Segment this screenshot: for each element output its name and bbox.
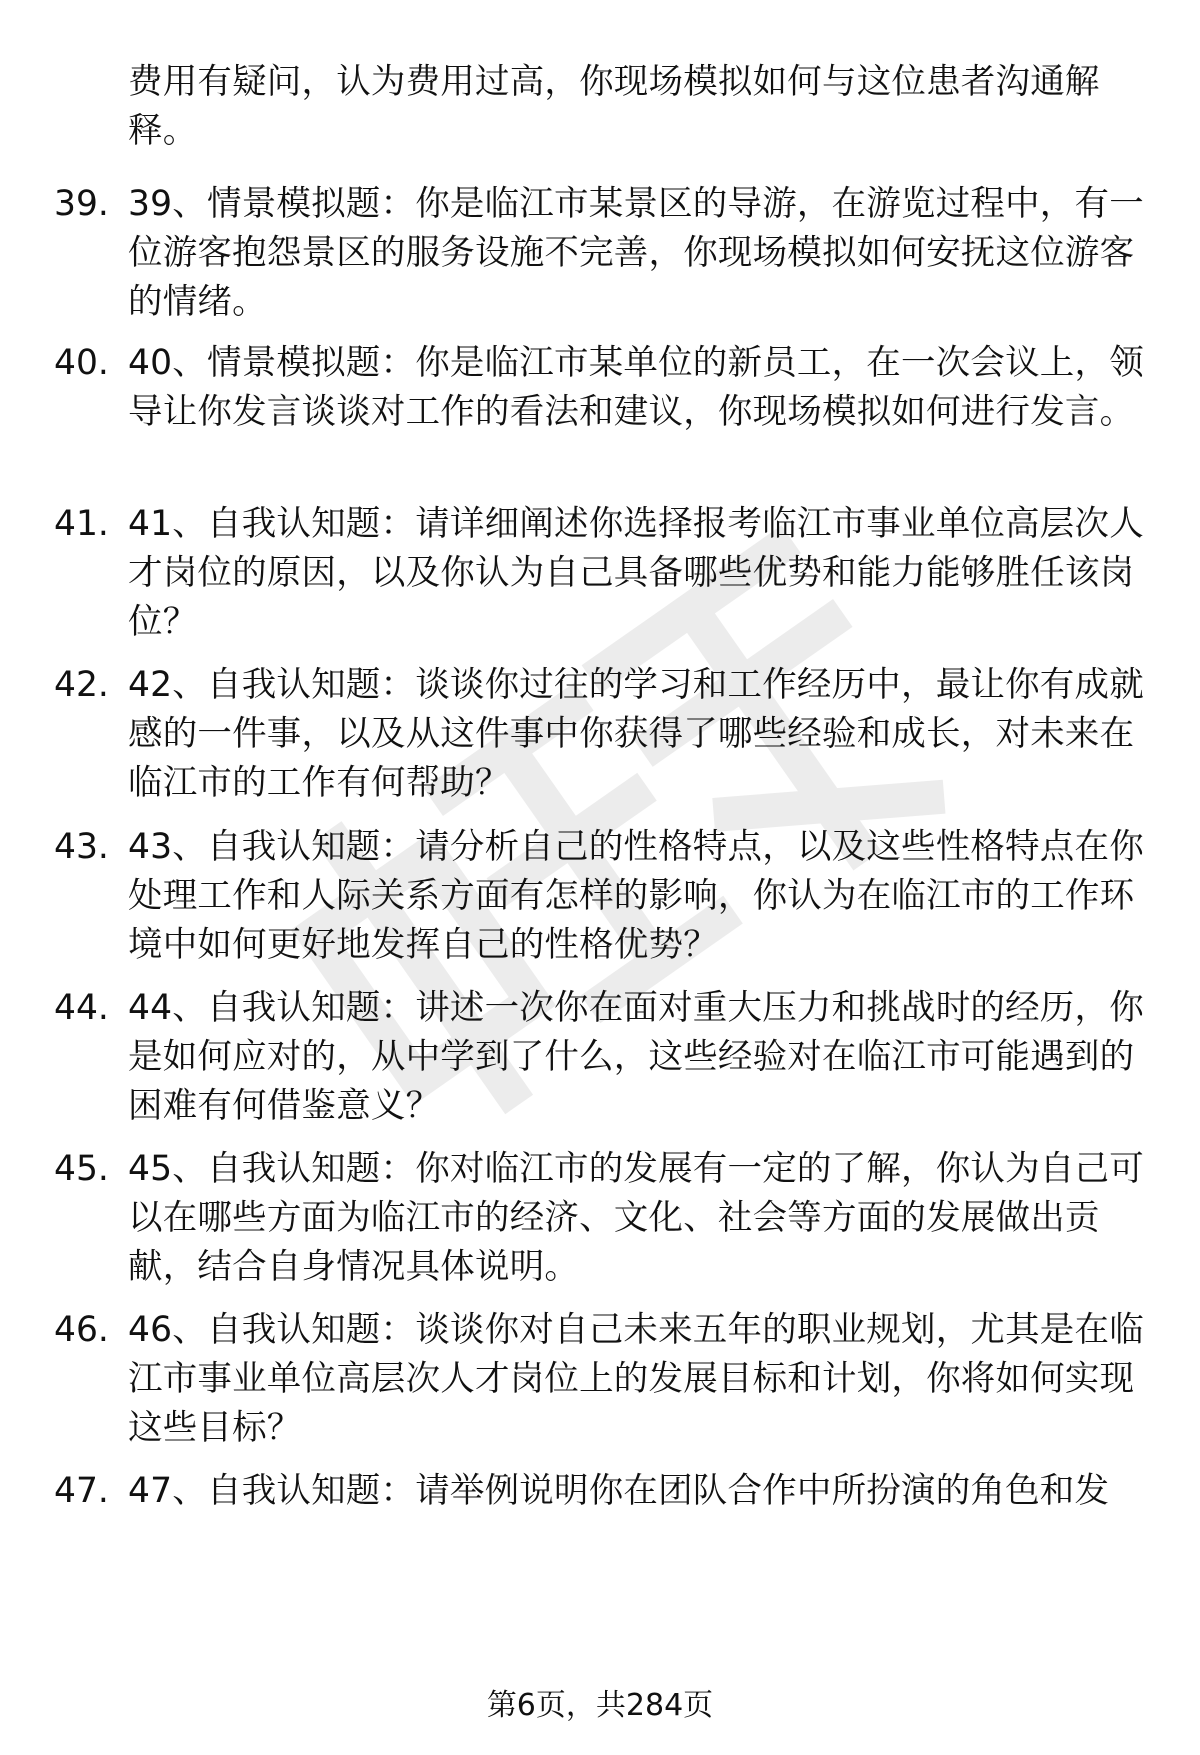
item-text: 46、自我认知题：谈谈你对自己未来五年的职业规划，尤其是在临江市事业单位高层次人才岗位上的发展目标和计划，你将如何实现这些目标？ (128, 1310, 1144, 1448)
item-text: 40、情景模拟题：你是临江市某单位的新员工，在一次会议上，领导让你发言谈谈对工作的看法和建议，你现场模拟如何进行发言。 (128, 343, 1144, 432)
item-number: 40. (54, 343, 109, 383)
page-footer: 第6页，共284页 (486, 1688, 714, 1723)
item-number: 46. (54, 1310, 109, 1350)
item-text: 42、自我认知题：谈谈你过往的学习和工作经历中，最让你有成就感的一件事，以及从这件事中你获得了哪些经验和成长，对未来在临江市的工作有何帮助？ (128, 665, 1144, 803)
continued-paragraph: 费用有疑问，认为费用过高，你现场模拟如何与这位患者沟通解释。 (128, 62, 1100, 151)
item-text: 41、自我认知题：请详细阐述你选择报考临江市事业单位高层次人才岗位的原因，以及你认为自己具备哪些优势和能力能够胜任该岗位？ (128, 504, 1144, 642)
item-text: 45、自我认知题：你对临江市的发展有一定的了解，你认为自己可以在哪些方面为临江市的经济、文化、社会等方面的发展做出贡献，结合自身情况具体说明。 (128, 1149, 1144, 1287)
item-text: 43、自我认知题：请分析自己的性格特点，以及这些性格特点在你处理工作和人际关系方面有怎样的影响，你认为在临江市的工作环境中如何更好地发挥自己的性格优势？ (128, 827, 1144, 965)
item-number: 45. (54, 1149, 109, 1189)
item-number: 42. (54, 665, 109, 705)
item-number: 43. (54, 827, 109, 867)
item-number: 44. (54, 988, 109, 1028)
item-text: 47、自我认知题：请举例说明你在团队合作中所扮演的角色和发 (128, 1471, 1110, 1511)
item-number: 47. (54, 1471, 109, 1511)
item-number: 41. (54, 504, 109, 544)
item-text: 39、情景模拟题：你是临江市某景区的导游，在游览过程中，有一位游客抱怨景区的服务设施不完善，你现场模拟如何安抚这位游客的情绪。 (128, 184, 1144, 322)
item-text: 44、自我认知题：讲述一次你在面对重大压力和挑战时的经历，你是如何应对的，从中学到了什么，这些经验对在临江市可能遇到的困难有何借鉴意义？ (128, 988, 1144, 1126)
item-number: 39. (54, 184, 109, 224)
